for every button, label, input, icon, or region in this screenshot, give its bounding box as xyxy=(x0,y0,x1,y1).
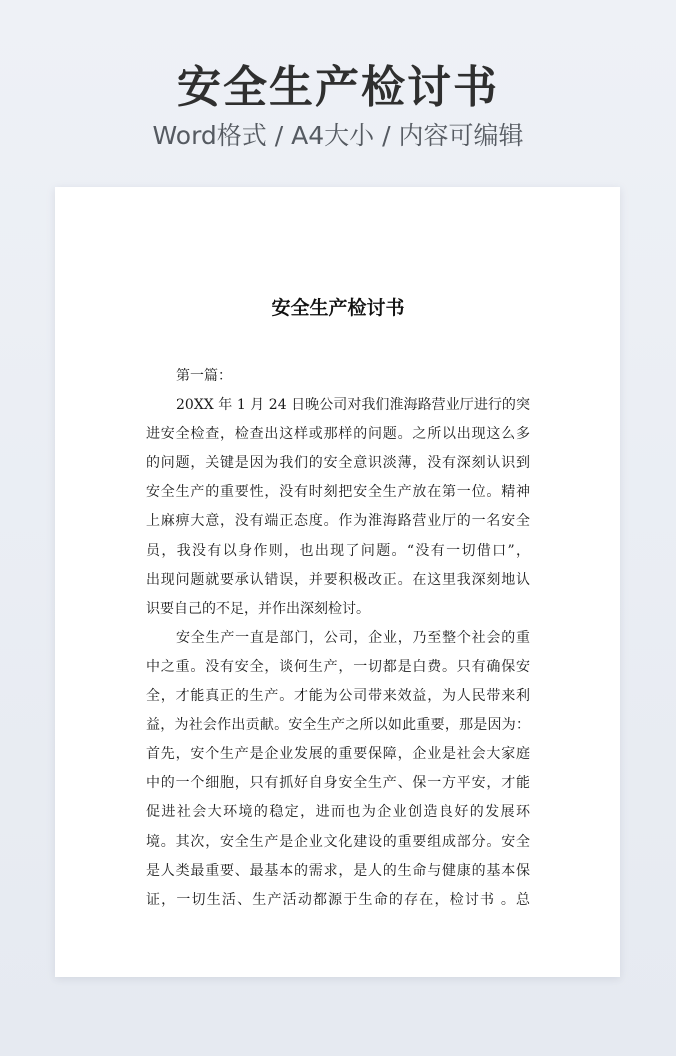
text-line: 境。其次，安全生产是企业文化建设的重要组成部分。安全 xyxy=(146,833,530,850)
text-line: 证，一切生活、生产活动都源于生命的存在，检讨书 。总 xyxy=(146,891,530,908)
banner-header xyxy=(0,58,676,154)
text-line: 中的一个细胞，只有抓好自身安全生产、保一方平安，才能 xyxy=(146,775,530,792)
text-line: 安全生产一直是部门，公司，企业，乃至整个社会的重 xyxy=(176,629,530,646)
banner-subtitle: Word格式 / A4大小 / 内容可编辑 xyxy=(152,121,524,150)
text-line: 首先，安个生产是企业发展的重要保障，企业是社会大家庭 xyxy=(146,746,530,763)
text-line: 促进社会大环境的稳定，进而也为企业创造良好的发展环 xyxy=(146,804,530,821)
text-line: 益，为社会作出贡献。安全生产之所以如此重要，那是因为： xyxy=(146,717,530,734)
text-line: 安全生产的重要性，没有时刻把安全生产放在第一位。精神 xyxy=(146,484,530,501)
text-line: 员，我没有以身作则，也出现了问题。“没有一切借口”， xyxy=(146,542,530,559)
text-line: 上麻痹大意，没有端正态度。作为淮海路营业厅的一名安全 xyxy=(146,513,530,530)
banner-title: 安全生产检讨书 xyxy=(177,62,499,113)
text-line: 出现问题就要承认错误，并要积极改正。在这里我深刻地认 xyxy=(146,571,530,588)
text-line: 是人类最重要、最基本的需求，是人的生命与健康的基本保 xyxy=(146,862,530,879)
text-line: 的问题，关键是因为我们的安全意识淡薄，没有深刻认识到 xyxy=(146,455,530,472)
text-line: 第一篇： xyxy=(176,368,232,384)
text-line: 进安全检查，检查出这样或那样的问题。之所以出现这么多 xyxy=(146,426,530,443)
document-body xyxy=(146,362,530,915)
document-title: 安全生产检讨书 xyxy=(271,297,405,319)
text-line: 20XX 年 1 月 24 日晚公司对我们淮海路营业厅进行的突 xyxy=(176,397,530,414)
text-line: 中之重。没有安全，谈何生产，一切都是白费。只有确保安 xyxy=(146,658,530,675)
text-line: 全，才能真正的生产。才能为公司带来效益，为人民带来利 xyxy=(146,688,530,705)
text-line: 识要自己的不足，并作出深刻检讨。 xyxy=(146,600,370,617)
